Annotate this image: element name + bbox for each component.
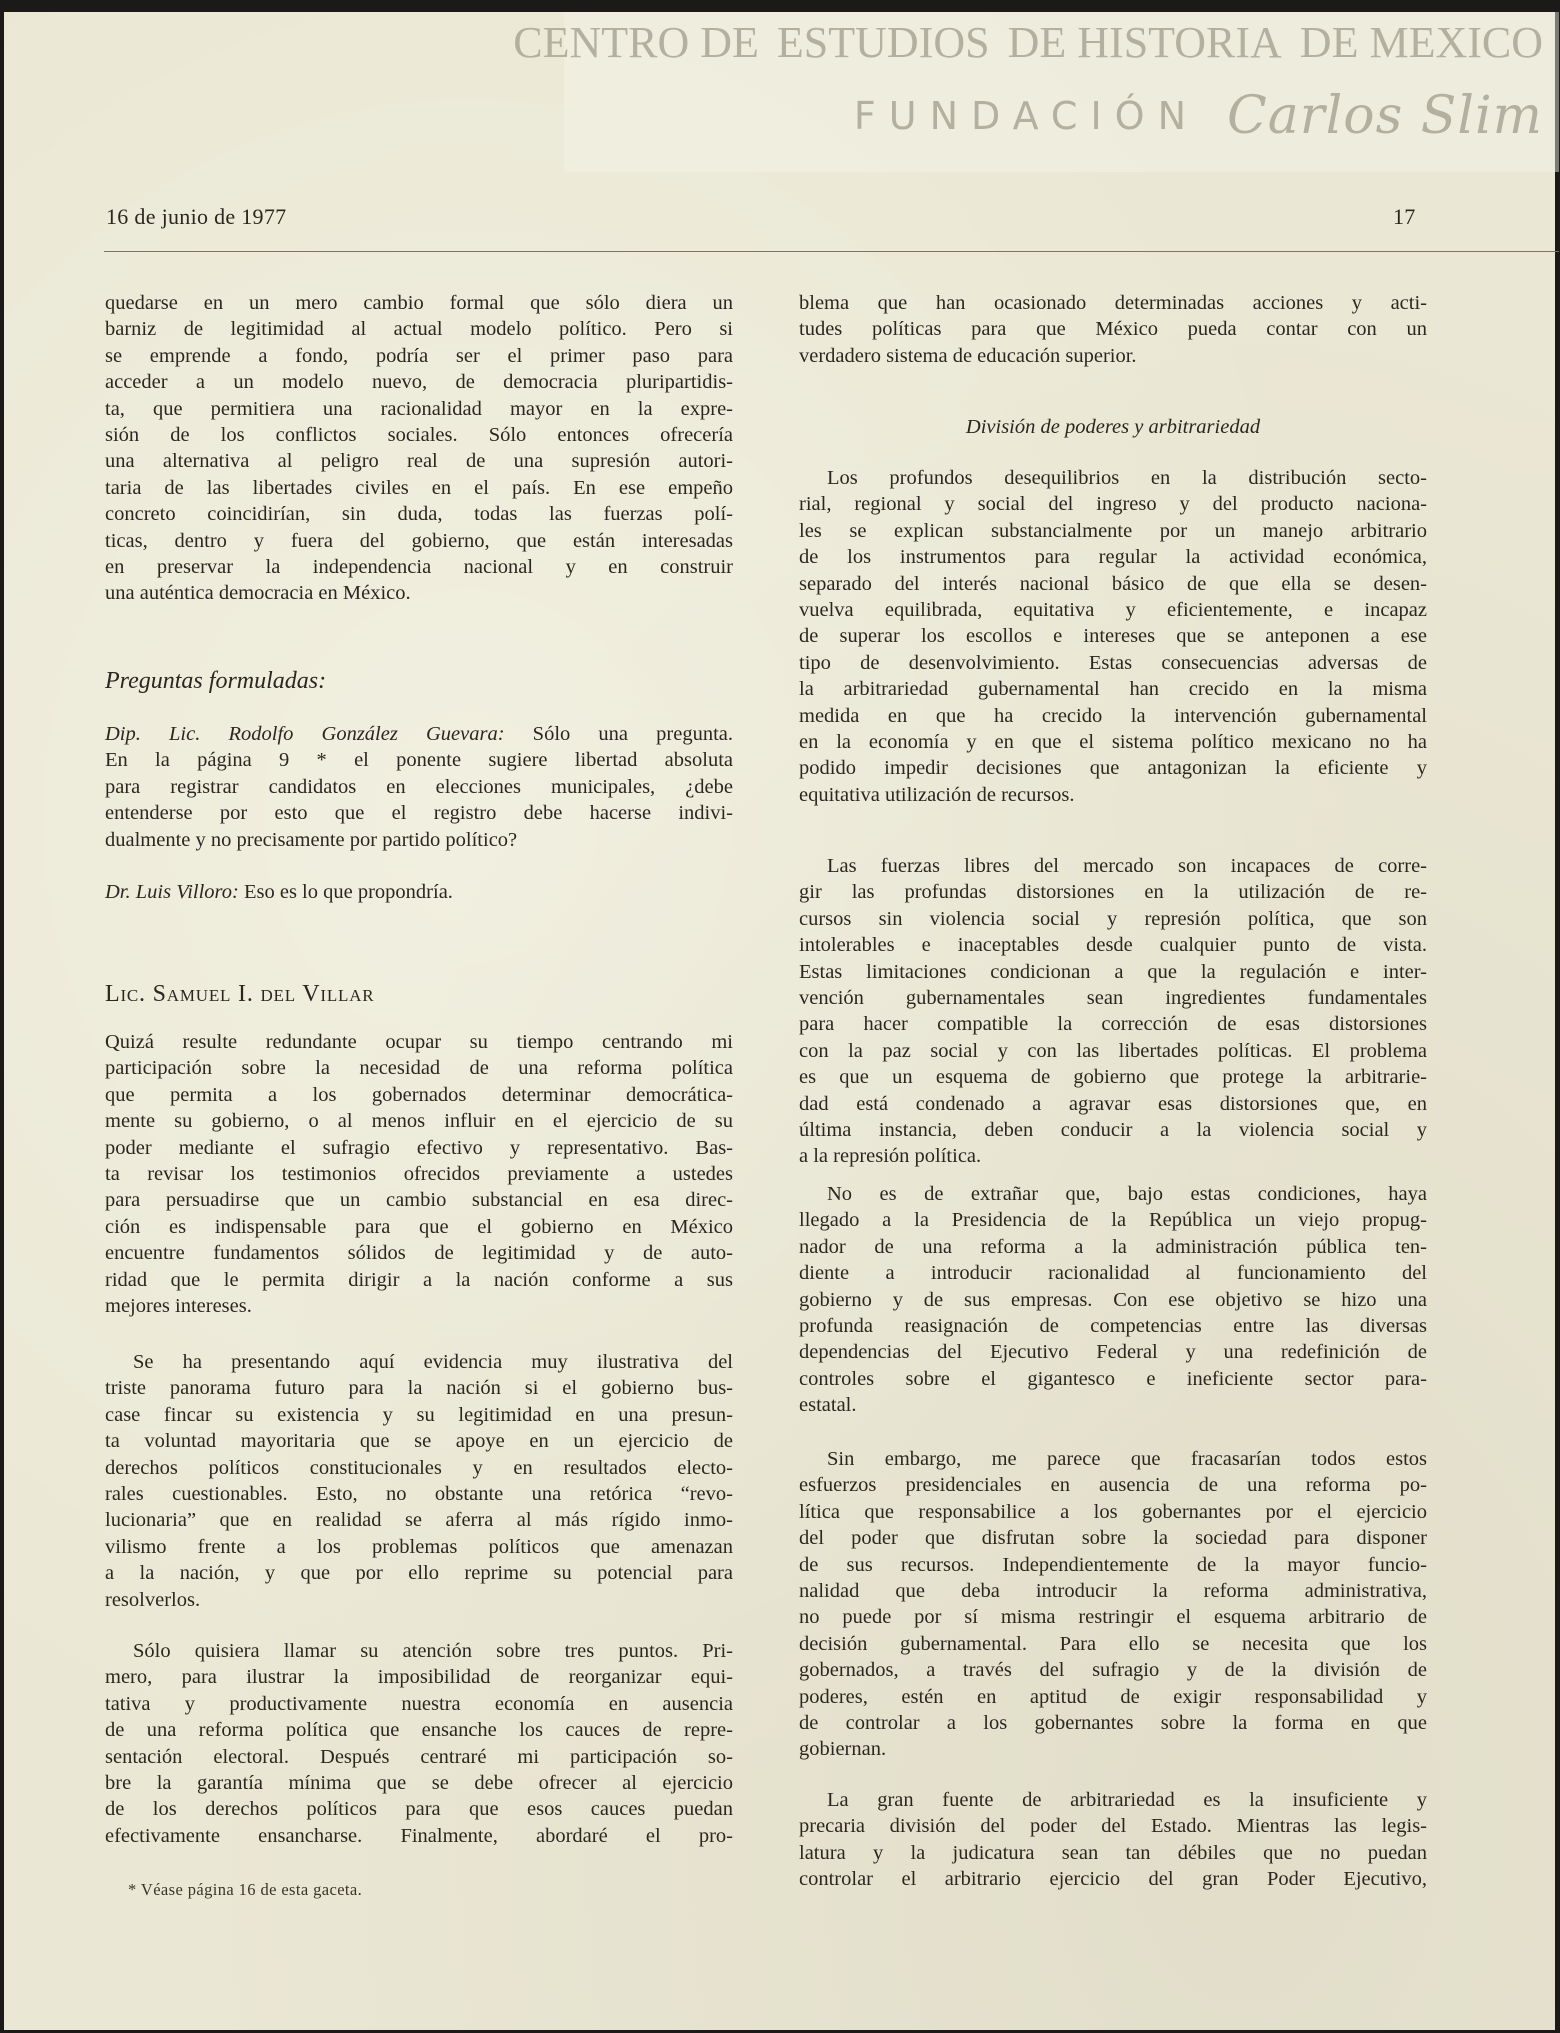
text-line: gobiernan.: [799, 1738, 887, 1761]
text-line: del poder que disfrutan sobre la sociedad para disponer: [799, 1527, 1427, 1550]
text-line: dualmente y no precisamente por partido político?: [105, 828, 518, 851]
paragraph: [799, 1181, 1427, 1419]
text-line: tudes políticas para que México pueda contar con un: [799, 318, 1427, 341]
text-line: en la economía y en que el sistema político mexicano no ha: [799, 730, 1427, 753]
text-line: [105, 721, 733, 747]
speaker-name: Dip. Lic. Rodolfo González Guevara:: [105, 723, 505, 745]
text-line: La gran fuente de arbitrariedad es la insuficiente y: [827, 1789, 1427, 1811]
header-date: 16 de junio de 1977: [106, 204, 287, 229]
text-line: en preservar la independencia nacional y en construir: [105, 555, 733, 578]
text-line: a la represión política.: [799, 1145, 982, 1168]
watermark-fundacion: FUNDACIÓN: [853, 94, 1199, 138]
text-line: de los derechos políticos para que esos cauces puedan: [105, 1798, 733, 1821]
text-line: de superar los escollos e intereses que se anteponen a ese: [799, 625, 1427, 648]
text-line: ticas, dentro y fuera del gobierno, que están interesadas: [105, 529, 733, 552]
text-line: que permita a los gobernados determinar democrática-: [105, 1083, 733, 1106]
text-line: vuelva equilibrada, equitativa y eficientemente, e incapaz: [799, 598, 1427, 621]
text-line: para persuadirse que un cambio substancial en esa direc-: [105, 1189, 733, 1212]
text-line: mero, para ilustrar la imposibilidad de reorganizar equi-: [105, 1666, 733, 1689]
text-line: ta revisar los testimonios ofrecidos previamente a ustedes: [105, 1162, 733, 1185]
text-line: les se explican substancialmente por un manejo arbitrario: [799, 519, 1427, 542]
text-line: gir las profundas distorsiones en la utilización de re-: [799, 881, 1427, 904]
text-line: esfuerzos presidenciales en ausencia de una reforma po-: [799, 1474, 1427, 1497]
text-line: Estas limitaciones condicionan a que la regulación e inter-: [799, 960, 1427, 983]
text-line: derechos políticos constitucionales y en resultados electo-: [105, 1456, 733, 1479]
text-line: ta, que permitiera una racionalidad mayor en la expre-: [105, 397, 733, 420]
text-line: blema que han ocasionado determinadas acciones y acti-: [799, 292, 1427, 314]
text-line: ta voluntad mayoritaria que se apoye en un ejercicio de: [105, 1430, 733, 1453]
text-line: controlar el arbitrario ejercicio del gran Poder Ejecutivo,: [799, 1868, 1427, 1891]
text-line: poderes, estén en aptitud de exigir responsabilidad y: [799, 1685, 1427, 1708]
text-line: barniz de legitimidad al actual modelo político. Pero si: [105, 318, 733, 341]
text-line: lucionaria” que en realidad se aferra al más rígido inmo-: [105, 1509, 733, 1532]
text-line: intolerables e inaceptables desde cualquier punto de vista.: [799, 934, 1427, 957]
text-line: con la paz social y con las libertades políticas. El problema: [799, 1039, 1427, 1062]
text-line: mente su gobierno, o al menos influir en el ejercicio de su: [105, 1110, 733, 1133]
text-line: mejores intereses.: [105, 1294, 252, 1317]
watermark-line: DE MEXICO: [1299, 18, 1543, 67]
paragraph: [105, 1029, 733, 1319]
text-line: participación sobre la necesidad de una reforma política: [105, 1057, 733, 1080]
text-line: ridad que le permita dirigir a la nación conforme a sus: [105, 1268, 733, 1291]
text-line: podido impedir decisiones que antagonizan la eficiente y: [799, 757, 1427, 780]
text-line: controles sobre el gigantesco e ineficiente sector para-: [799, 1367, 1427, 1390]
watermark-foundation: [854, 84, 1543, 148]
text-line: profunda reasignación de competencias entre las diversas: [799, 1314, 1427, 1337]
text-line: para hacer compatible la corrección de esas distorsiones: [799, 1013, 1427, 1036]
question-paragraph: [105, 721, 733, 853]
text-line: efectivamente ensancharse. Finalmente, abordaré el pro-: [105, 1824, 733, 1847]
text-line: para registrar candidatos en elecciones municipales, ¿debe: [105, 775, 733, 798]
text-line: Sólo quisiera llamar su atención sobre tres puntos. Pri-: [133, 1640, 733, 1662]
watermark-signature: Carlos Slim: [1227, 86, 1543, 146]
text-line: latura y la judicatura sean tan débiles que no puedan: [799, 1841, 1427, 1864]
text-line: case fincar su existencia y su legitimidad en una presun-: [105, 1403, 733, 1426]
text-line: resolverlos.: [105, 1588, 201, 1611]
text-line: medida en que ha crecido la intervención gubernamental: [799, 704, 1427, 727]
text-line: cursos sin violencia social y represión política, que son: [799, 907, 1427, 930]
watermark-logo: [499, 16, 1543, 70]
paragraph: [799, 290, 1427, 369]
text-line: Sin embargo, me parece que fracasarían todos estos: [827, 1448, 1427, 1470]
speaker-heading: Lic. Samuel I. del Villar: [105, 981, 375, 1007]
text-line: Los profundos desequilibrios en la distribución secto-: [827, 467, 1427, 489]
text-line: dependencias del Ejecutivo Federal y una redefinición de: [799, 1341, 1427, 1364]
text-line: lítica que responsabilice a los gobernantes por el ejercicio: [799, 1500, 1427, 1523]
paragraph: [799, 1787, 1427, 1893]
text-line: llegado a la Presidencia de la República un viejo propug-: [799, 1209, 1427, 1232]
footnote: * Véase página 16 de esta gaceta.: [128, 1880, 363, 1899]
watermark-line: ESTUDIOS: [776, 18, 990, 67]
document-page: [4, 12, 1555, 2030]
text-line: taria de las libertades civiles en el país. En ese empeño: [105, 476, 733, 499]
speech-text: Sólo una pregunta.: [504, 723, 733, 745]
text-line: de controlar a los gobernantes sobre la forma en que: [799, 1711, 1427, 1734]
text-line: separado del interés nacional básico de que ella se desen-: [799, 572, 1427, 595]
text-line: decisión gubernamental. Para ello se necesita que los: [799, 1632, 1427, 1655]
text-line: tativa y productivamente nuestra economía en ausencia: [105, 1692, 733, 1715]
text-line: Las fuerzas libres del mercado son incapaces de corre-: [827, 855, 1427, 877]
paragraph: [799, 465, 1427, 808]
paragraph: [799, 853, 1427, 1170]
answer-paragraph: [105, 879, 733, 905]
text-line: de sus recursos. Independientemente de la mayor funcio-: [799, 1553, 1427, 1576]
text-line: precaria división del poder del Estado. Mientras las legis-: [799, 1815, 1427, 1838]
text-line: de los instrumentos para regular la actividad económica,: [799, 546, 1427, 569]
text-line: ción es indispensable para que el gobierno en México: [105, 1215, 733, 1238]
text-line: rales cuestionables. Esto, no obstante una retórica “revo-: [105, 1482, 733, 1505]
text-line: quedarse en un mero cambio formal que sólo diera un: [105, 292, 733, 314]
text-line: última instancia, deben conducir a la violencia social y: [799, 1118, 1427, 1141]
text-line: bre la garantía mínima que se debe ofrecer al ejercicio: [105, 1771, 733, 1794]
text-line: Quizá resulte redundante ocupar su tiempo centrando mi: [105, 1031, 733, 1053]
text-line: [105, 879, 733, 905]
text-line: rial, regional y social del ingreso y del producto naciona-: [799, 493, 1427, 516]
text-line: es que un esquema de gobierno que protege la arbitrarie-: [799, 1066, 1427, 1089]
paragraph: [799, 1446, 1427, 1763]
speech-text: Eso es lo que propondría.: [238, 881, 453, 903]
text-line: verdadero sistema de educación superior.: [799, 344, 1137, 367]
text-line: no puede por sí misma restringir el esquema arbitrario de: [799, 1606, 1427, 1629]
text-line: vención gubernamentales sean ingredientes fundamentales: [799, 986, 1427, 1009]
text-line: una alternativa al peligro real de una supresión autori-: [105, 450, 733, 473]
paragraph: [105, 290, 733, 607]
text-line: acceder a un modelo nuevo, de democracia pluripartidis-: [105, 371, 733, 394]
text-line: gobierno y de sus empresas. Con ese objetivo se hizo una: [799, 1288, 1427, 1311]
questions-heading: Preguntas formuladas:: [105, 668, 327, 694]
text-line: la arbitrariedad gubernamental han crecido en la misma: [799, 678, 1427, 701]
paragraph: [105, 1638, 733, 1849]
text-line: concreto coincidirían, sin duda, todas las fuerzas polí-: [105, 503, 733, 526]
text-line: una auténtica democracia en México.: [105, 582, 411, 605]
text-line: entenderse por esto que el registro debe hacerse indivi-: [105, 802, 733, 825]
text-line: gobernados, a través del sufragio y de la división de: [799, 1659, 1427, 1682]
text-line: poder mediante el sufragio efectivo y representativo. Bas-: [105, 1136, 733, 1159]
text-line: triste panorama futuro para la nación si el gobierno bus-: [105, 1377, 733, 1400]
speaker-name: Dr. Luis Villoro:: [105, 881, 239, 903]
header-rule: [104, 251, 1559, 252]
text-line: nador de una reforma a la administración pública ten-: [799, 1235, 1427, 1258]
section-heading: División de poderes y arbitrariedad: [965, 416, 1261, 438]
watermark-line: DE HISTORIA: [1007, 18, 1282, 67]
text-line: dad está condenado a agravar esas distorsiones que, en: [799, 1092, 1427, 1115]
text-line: de una reforma política que ensanche los cauces de repre-: [105, 1719, 733, 1742]
text-line: sión de los conflictos sociales. Sólo entonces ofrecería: [105, 423, 733, 446]
watermark-line: CENTRO DE: [513, 18, 759, 67]
text-line: nalidad que deba introducir la reforma administrativa,: [799, 1579, 1427, 1602]
text-line: estatal.: [799, 1394, 857, 1417]
text-line: Se ha presentando aquí evidencia muy ilustrativa del: [133, 1351, 733, 1373]
text-line: No es de extrañar que, bajo estas condiciones, haya: [827, 1183, 1427, 1205]
page-number: 17: [1393, 204, 1416, 229]
text-line: a la nación, y que por ello reprime su potencial para: [105, 1562, 733, 1585]
text-line: se emprende a fondo, podría ser el primer paso para: [105, 344, 733, 367]
text-line: encuentre fundamentos sólidos de legitimidad y de auto-: [105, 1242, 733, 1265]
text-line: tipo de desenvolvimiento. Estas consecuencias adversas de: [799, 651, 1427, 674]
text-line: En la página 9 * el ponente sugiere libertad absoluta: [105, 749, 733, 772]
text-line: vilismo frente a los problemas políticos que amenazan: [105, 1535, 733, 1558]
text-line: equitativa utilización de recursos.: [799, 783, 1075, 806]
text-line: diente a introducir racionalidad al funcionamiento del: [799, 1262, 1427, 1285]
text-line: sentación electoral. Después centraré mi participación so-: [105, 1745, 733, 1768]
paragraph: [105, 1349, 733, 1613]
